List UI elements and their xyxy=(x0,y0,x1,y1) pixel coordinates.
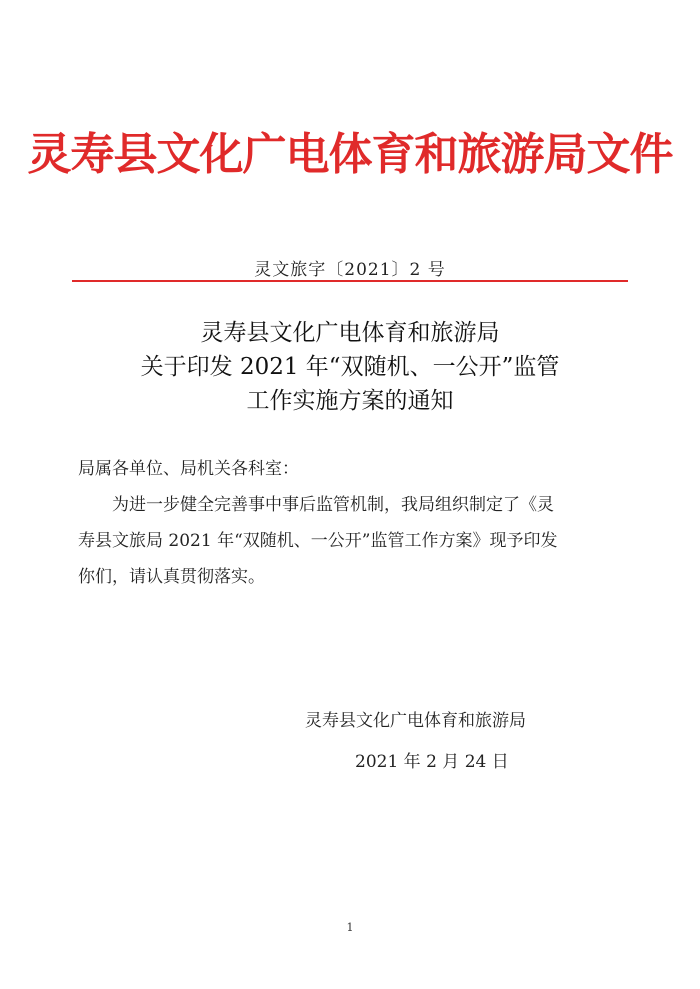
document-number: 灵文旅字〔2021〕2 号 xyxy=(254,260,446,280)
document-header-title: 灵寿县文化广电体育和旅游局文件 xyxy=(27,129,673,180)
body-line: 为进一步健全完善事中事后监管机制，我局组织制定了《灵 xyxy=(112,495,554,515)
signature-organization: 灵寿县文化广电体育和旅游局 xyxy=(305,711,526,731)
notice-title-line-2: 关于印发 2021 年“双随机、一公开”监管 xyxy=(140,354,560,380)
body-line: 你们，请认真贯彻落实。 xyxy=(78,567,265,587)
red-divider-line xyxy=(72,280,628,282)
signature-date: 2021 年 2 月 24 日 xyxy=(355,752,509,772)
body-line: 寿县文旅局 2021 年“双随机、一公开”监管工作方案》现予印发 xyxy=(78,531,558,551)
notice-title-line-3: 工作实施方案的通知 xyxy=(246,388,454,414)
salutation: 局属各单位、局机关各科室： xyxy=(78,459,299,479)
page-number: 1 xyxy=(346,921,354,934)
notice-title-line-1: 灵寿县文化广电体育和旅游局 xyxy=(200,320,500,346)
notice-title xyxy=(0,316,700,418)
body-paragraph xyxy=(78,487,624,595)
